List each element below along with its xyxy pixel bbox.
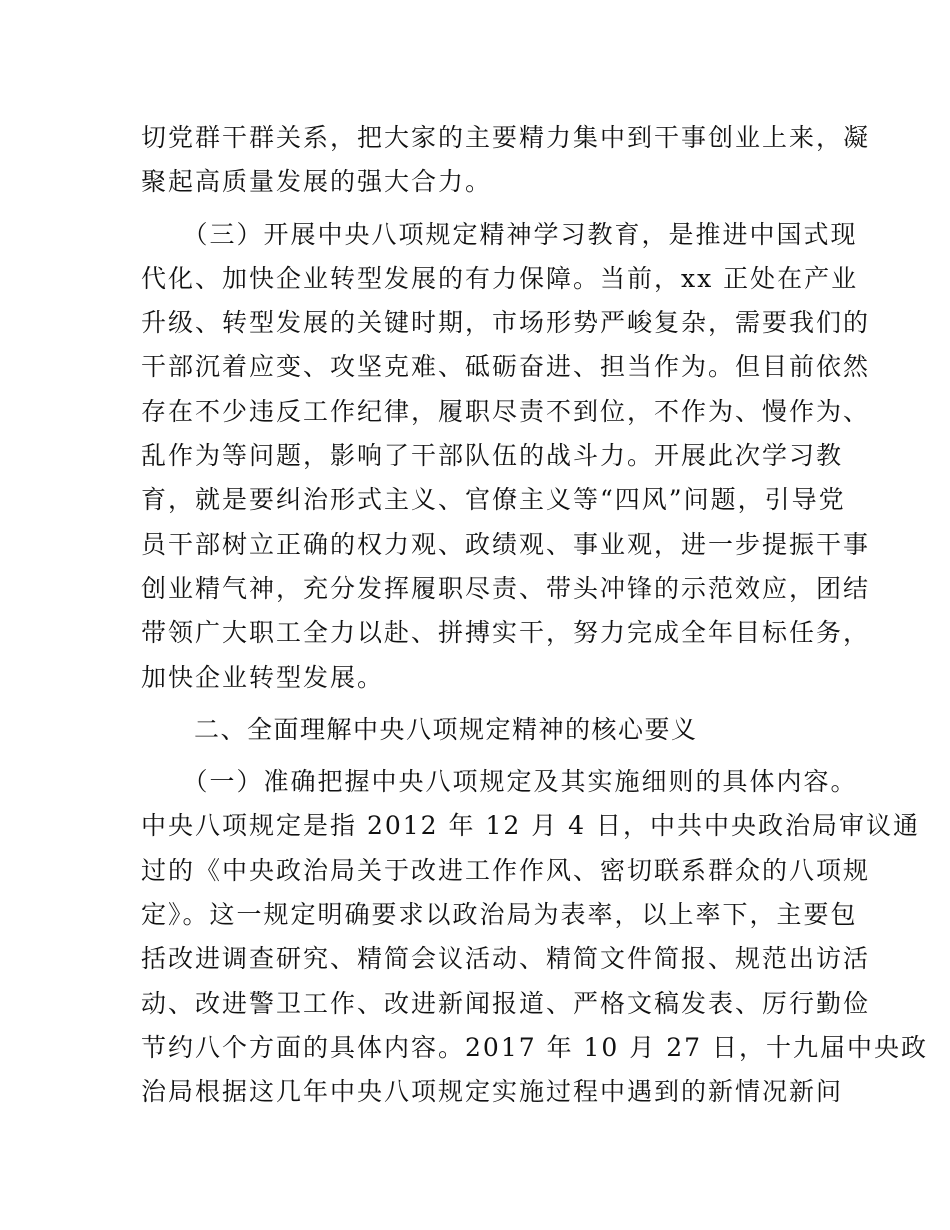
text-line: 聚起高质量发展的强大合力。 [141,167,493,197]
text-line: 括改进调查研究、精简会议活动、精简文件简报、规范出访活 [141,944,871,974]
text-line: 切党群干群关系，把大家的主要精力集中到干事创业上来，凝 [141,123,871,152]
body-text [141,116,928,1115]
text-line: 乱作为等问题，影响了干部队伍的战斗力。开展此次学习教 [141,441,844,471]
text-line: 定》。这一规定明确要求以政治局为表率，以上率下，主要包 [141,900,858,930]
section-heading: 二、全面理解中央八项规定精神的核心要义 [141,714,698,744]
text-line: 育，就是要纠治形式主义、官僚主义等“四风”问题，引导党 [141,485,846,515]
text-line: 存在不少违反工作纪律，履职尽责不到位，不作为、慢作为、 [141,396,871,426]
paragraph-gap [141,752,815,760]
text-line: 治局根据这几年中央八项规定实施过程中遇到的新情况新问 [141,1077,844,1107]
text-line: 动、改进警卫工作、改进新闻报道、严格文稿发表、厉行勤俭 [141,988,871,1018]
text-line: 节约八个方面的具体内容。2017 年 10 月 27 日，十九届中央政 [141,1032,928,1062]
text-line: 员干部树立正确的权力观、政绩观、事业观，进一步提振干事 [141,529,871,559]
text-line: 创业精气神，充分发挥履职尽责、带头冲锋的示范效应，团结 [141,573,871,603]
text-line: （一）准确把握中央八项规定及其实施细则的具体内容。 [141,767,858,797]
text-line: 代化、加快企业转型发展的有力保障。当前，xx 正处在产业 [141,263,859,293]
text-line: 干部沉着应变、攻坚克难、砥砺奋进、担当作为。但目前依然 [141,352,871,382]
text-line: 中央八项规定是指 2012 年 12 月 4 日，中共中央政治局审议通 [141,811,921,841]
text-line: 加快企业转型发展。 [141,662,385,692]
paragraph-gap [141,700,815,708]
text-line: （三）开展中央八项规定精神学习教育，是推进中国式现 [141,219,858,249]
paragraph-gap [141,205,815,213]
text-line: 带领广大职工全力以赴、拼搏实干，努力完成全年目标任务， [141,618,871,648]
text-line: 过的《中央政治局关于改进工作作风、密切联系群众的八项规 [141,855,871,885]
text-line: 升级、转型发展的关键时期，市场形势严峻复杂，需要我们的 [141,308,871,338]
